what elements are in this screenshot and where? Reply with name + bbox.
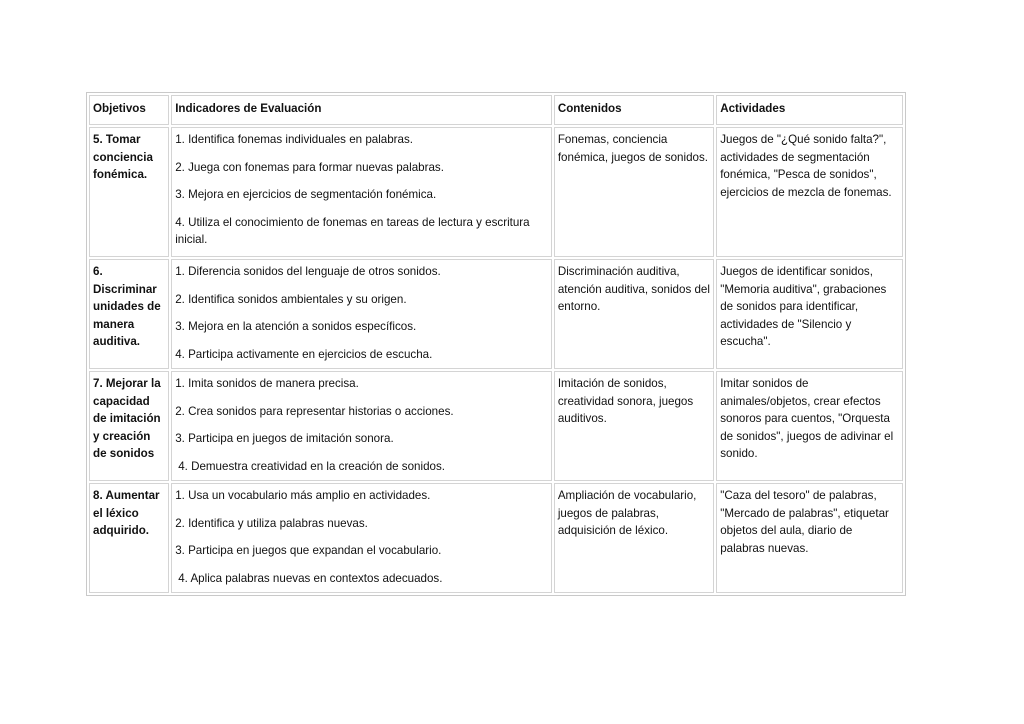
indicator-item: 2. Identifica y utiliza palabras nuevas. (175, 516, 368, 530)
table-row (89, 127, 903, 257)
header-contenidos: Contenidos (554, 95, 714, 125)
table-header-row (89, 95, 903, 125)
table-row (89, 483, 903, 593)
objetivo-cell: 8. Aumentar el léxico adquirido. (89, 483, 169, 593)
header-actividades: Actividades (716, 95, 903, 125)
indicator-item: 1. Diferencia sonidos del lenguaje de otros sonidos. (175, 265, 441, 278)
contenidos-cell: Ampliación de vocabulario, juegos de palabras, adquisición de léxico. (554, 483, 714, 593)
objetivo-cell: 7. Mejorar la capacidad de imitación y creación de sonidos (89, 371, 169, 481)
indicator-item: 4. Utiliza el conocimiento de fonemas en tareas de lectura y escritura inicial. (175, 215, 530, 246)
indicator-item: 4. Demuestra creatividad en la creación de sonidos. (178, 459, 445, 473)
indicator-item: 2. Identifica sonidos ambientales y su origen. (175, 292, 407, 306)
indicator-item: 1. Usa un vocabulario más amplio en actividades. (175, 489, 431, 502)
indicadores-cell (171, 371, 552, 481)
actividades-cell: "Caza del tesoro" de palabras, "Mercado de palabras", etiquetar objetos del aula, diario de palabras nuevas. (716, 483, 903, 593)
indicadores-cell (171, 483, 552, 593)
contenidos-cell: Imitación de sonidos, creatividad sonora, juegos auditivos. (554, 371, 714, 481)
contenidos-cell: Fonemas, conciencia fonémica, juegos de sonidos. (554, 127, 714, 257)
indicator-item: 1. Imita sonidos de manera precisa. (175, 377, 359, 390)
indicator-list (175, 375, 548, 475)
actividades-cell: Juegos de "¿Qué sonido falta?", actividades de segmentación fonémica, "Pesca de sonidos", ejercicios de mezcla de fonemas. (716, 127, 903, 257)
header-indicadores: Indicadores de Evaluación (171, 95, 552, 125)
indicator-item: 1. Identifica fonemas individuales en palabras. (175, 133, 414, 146)
indicator-item: 2. Crea sonidos para representar historias o acciones. (175, 404, 454, 418)
indicator-list (175, 131, 548, 249)
indicator-item: 4. Aplica palabras nuevas en contextos adecuados. (178, 571, 443, 585)
indicator-list (175, 487, 548, 587)
indicator-item: 3. Participa en juegos de imitación sonora. (175, 432, 394, 445)
indicator-item: 3. Mejora en ejercicios de segmentación fonémica. (175, 188, 437, 201)
actividades-cell: Juegos de identificar sonidos, "Memoria auditiva", grabaciones de sonidos para identificar, actividades de "Silencio y escucha". (716, 259, 903, 369)
indicadores-cell (171, 259, 552, 369)
evaluation-table (86, 92, 906, 596)
objetivo-cell: 6. Discriminar unidades de manera auditiva. (89, 259, 169, 369)
indicator-item: 2. Juega con fonemas para formar nuevas palabras. (175, 160, 444, 174)
indicadores-cell (171, 127, 552, 257)
actividades-cell: Imitar sonidos de animales/objetos, crear efectos sonoros para cuentos, "Orquesta de sonidos", juegos de adivinar el sonido. (716, 371, 903, 481)
header-objetivos: Objetivos (89, 95, 169, 125)
indicator-list (175, 263, 548, 363)
table-row (89, 259, 903, 369)
contenidos-cell: Discriminación auditiva, atención auditiva, sonidos del entorno. (554, 259, 714, 369)
indicator-item: 3. Mejora en la atención a sonidos específicos. (175, 320, 417, 333)
indicator-item: 4. Participa activamente en ejercicios de escucha. (175, 347, 433, 361)
indicator-item: 3. Participa en juegos que expandan el vocabulario. (175, 544, 442, 557)
table-row (89, 371, 903, 481)
objetivo-cell: 5. Tomar conciencia fonémica. (89, 127, 169, 257)
